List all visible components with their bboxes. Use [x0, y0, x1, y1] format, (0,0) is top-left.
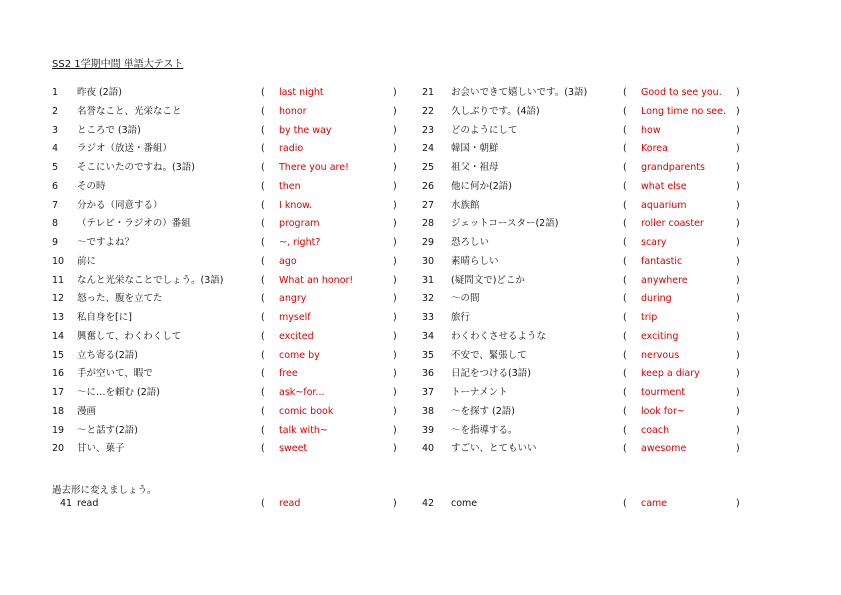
- open-paren: (: [261, 143, 265, 155]
- open-paren: (: [261, 274, 265, 286]
- open-paren: (: [261, 387, 265, 398]
- close-paren: ): [736, 293, 740, 305]
- item-answer: trip: [641, 312, 658, 323]
- item-number: 36: [422, 368, 435, 380]
- item-japanese: ～を指導する。: [451, 424, 518, 436]
- close-paren: ): [736, 218, 740, 230]
- open-paren: (: [261, 105, 265, 117]
- open-paren: (: [261, 405, 265, 417]
- item-answer: fantastic: [641, 255, 683, 267]
- item-japanese: 分かる（同意する）: [77, 199, 163, 211]
- close-paren: ): [393, 349, 397, 361]
- close-paren: ): [393, 405, 397, 417]
- vocab-row: [0, 105, 841, 119]
- vocab-row: [0, 349, 841, 363]
- open-paren: (: [623, 180, 627, 192]
- open-paren: (: [623, 349, 627, 361]
- past-tense-row-42: [0, 497, 841, 511]
- close-paren: ): [393, 274, 397, 286]
- open-paren: (: [261, 180, 265, 192]
- vocab-row: [0, 311, 841, 325]
- item-answer: keep a diary: [641, 368, 700, 380]
- item-japanese: 興奮して、わくわくして: [77, 330, 182, 342]
- item-answer: free: [279, 368, 298, 380]
- item-japanese: ～に…を頼む (2語): [77, 387, 160, 398]
- item-answer: honor: [279, 105, 307, 117]
- close-paren: ): [736, 143, 740, 155]
- item-answer: scary: [641, 237, 667, 248]
- close-paren: ): [736, 498, 740, 509]
- vocab-row: [0, 386, 841, 400]
- item-number: 32: [422, 293, 435, 305]
- close-paren: ): [393, 237, 397, 248]
- open-paren: (: [261, 218, 265, 230]
- item-number: 21: [422, 87, 435, 98]
- item-japanese: 久しぶりです。(4語): [451, 105, 540, 117]
- vocab-row: [0, 124, 841, 138]
- item-japanese: 恐ろしい: [451, 237, 490, 248]
- open-paren: (: [261, 237, 265, 248]
- item-answer: by the way: [279, 124, 332, 136]
- close-paren: ): [736, 237, 740, 248]
- close-paren: ): [736, 180, 740, 192]
- item-answer: angry: [279, 293, 307, 305]
- vocab-row: [0, 405, 841, 419]
- item-japanese: ～と話す(2語): [77, 424, 138, 436]
- close-paren: ): [736, 368, 740, 380]
- open-paren: (: [623, 199, 627, 211]
- item-answer: coach: [641, 424, 670, 436]
- close-paren: ): [736, 312, 740, 323]
- item-japanese: ところで (3語): [77, 124, 141, 136]
- open-paren: (: [623, 330, 627, 342]
- close-paren: ): [736, 255, 740, 267]
- item-answer: awesome: [641, 443, 687, 455]
- item-japanese: 甘い、菓子: [77, 443, 125, 455]
- item-answer: grandparents: [641, 162, 705, 173]
- item-japanese: (疑問文で)どこか: [451, 274, 525, 286]
- item-answer: program: [279, 218, 320, 230]
- close-paren: ): [393, 312, 397, 323]
- open-paren: (: [261, 498, 265, 509]
- item-answer: roller coaster: [641, 218, 704, 230]
- item-number: 4: [52, 143, 59, 155]
- item-number: 6: [52, 180, 59, 192]
- open-paren: (: [261, 199, 265, 211]
- item-japanese: そこにいたのですね。(3語): [77, 162, 195, 173]
- item-answer: Korea: [641, 143, 668, 155]
- item-japanese: その時: [77, 180, 106, 192]
- close-paren: ): [736, 274, 740, 286]
- item-number: 28: [422, 218, 435, 230]
- open-paren: (: [623, 237, 627, 248]
- close-paren: ): [393, 330, 397, 342]
- item-number: 14: [52, 330, 65, 342]
- item-word: read: [77, 498, 99, 509]
- item-number: 38: [422, 405, 435, 417]
- item-number: 3: [52, 124, 59, 136]
- close-paren: ): [736, 87, 740, 98]
- item-number: 42: [422, 498, 435, 509]
- close-paren: ): [393, 443, 397, 455]
- item-answer: how: [641, 124, 661, 136]
- item-answer: during: [641, 293, 672, 305]
- open-paren: (: [261, 255, 265, 267]
- item-number: 19: [52, 424, 65, 436]
- open-paren: (: [623, 293, 627, 305]
- close-paren: ): [393, 105, 397, 117]
- item-japanese: 手が空いて、暇で: [77, 368, 153, 380]
- item-japanese: 立ち寄る(2語): [77, 349, 138, 361]
- item-answer: come by: [279, 349, 320, 361]
- vocab-row: [0, 367, 841, 381]
- close-paren: ): [393, 162, 397, 173]
- close-paren: ): [393, 87, 397, 98]
- open-paren: (: [623, 443, 627, 455]
- open-paren: (: [261, 162, 265, 173]
- item-japanese: どのようにして: [451, 124, 518, 136]
- item-number: 18: [52, 405, 65, 417]
- item-word: come: [451, 498, 478, 509]
- open-paren: (: [261, 330, 265, 342]
- close-paren: ): [736, 405, 740, 417]
- open-paren: (: [623, 143, 627, 155]
- item-number: 31: [422, 274, 435, 286]
- open-paren: (: [623, 312, 627, 323]
- item-number: 40: [422, 443, 435, 455]
- vocab-row: [0, 161, 841, 175]
- item-number: 8: [52, 218, 59, 230]
- item-answer: There you are!: [279, 162, 349, 173]
- close-paren: ): [736, 199, 740, 211]
- item-japanese: （テレビ・ラジオの）番組: [77, 218, 191, 230]
- item-japanese: ～を探す (2語): [451, 405, 515, 417]
- vocab-row: [0, 424, 841, 438]
- item-japanese: ～の間: [451, 293, 480, 305]
- item-number: 30: [422, 255, 435, 267]
- item-japanese: 怒った、腹を立てた: [77, 293, 163, 305]
- item-number: 20: [52, 443, 65, 455]
- item-answer: ask~for...: [279, 387, 325, 398]
- item-number: 17: [52, 387, 65, 398]
- item-answer: exciting: [641, 330, 679, 342]
- item-answer: last night: [279, 87, 324, 98]
- item-japanese: ラジオ（放送・番組）: [77, 143, 173, 155]
- item-answer: myself: [279, 312, 311, 323]
- item-answer: Long time no see.: [641, 105, 727, 117]
- close-paren: ): [393, 143, 397, 155]
- open-paren: (: [623, 424, 627, 436]
- vocab-row: [0, 86, 841, 100]
- open-paren: (: [623, 274, 627, 286]
- vocab-row: [0, 292, 841, 306]
- item-number: 15: [52, 349, 65, 361]
- close-paren: ): [393, 124, 397, 136]
- item-japanese: 不安で、緊張して: [451, 349, 527, 361]
- item-number: 41: [60, 498, 73, 509]
- vocab-row: [0, 442, 841, 456]
- close-paren: ): [736, 443, 740, 455]
- item-japanese: 前に: [77, 255, 97, 267]
- open-paren: (: [623, 218, 627, 230]
- close-paren: ): [736, 330, 740, 342]
- close-paren: ): [736, 124, 740, 136]
- item-number: 39: [422, 424, 435, 436]
- open-paren: (: [261, 312, 265, 323]
- item-answer: what else: [641, 180, 687, 192]
- item-number: 9: [52, 237, 59, 248]
- item-answer: excited: [279, 330, 314, 342]
- open-paren: (: [261, 443, 265, 455]
- close-paren: ): [736, 424, 740, 436]
- item-number: 26: [422, 180, 435, 192]
- item-japanese: 韓国・朝鮮: [451, 143, 499, 155]
- close-paren: ): [393, 293, 397, 305]
- item-answer: talk with~: [279, 424, 328, 436]
- item-number: 11: [52, 274, 65, 286]
- close-paren: ): [393, 180, 397, 192]
- open-paren: (: [261, 368, 265, 380]
- item-number: 34: [422, 330, 435, 342]
- vocab-row: [0, 330, 841, 344]
- item-answer: then: [279, 180, 301, 192]
- close-paren: ): [393, 255, 397, 267]
- vocab-row: [0, 199, 841, 213]
- item-japanese: お会いできて嬉しいです。(3語): [451, 87, 588, 98]
- close-paren: ): [393, 368, 397, 380]
- item-japanese: なんと光栄なことでしょう。(3語): [77, 274, 224, 286]
- item-number: 35: [422, 349, 435, 361]
- item-japanese: 他に何か(2語): [451, 180, 512, 192]
- item-number: 10: [52, 255, 65, 267]
- vocab-row: [0, 274, 841, 288]
- open-paren: (: [261, 293, 265, 305]
- item-japanese: 日記をつける(3語): [451, 368, 531, 380]
- item-japanese: 旅行: [451, 312, 471, 323]
- item-answer: sweet: [279, 443, 308, 455]
- item-answer: Good to see you.: [641, 87, 722, 98]
- item-answer: radio: [279, 143, 304, 155]
- open-paren: (: [623, 387, 627, 398]
- vocab-row: [0, 142, 841, 156]
- item-answer: I know.: [279, 199, 313, 211]
- close-paren: ): [736, 349, 740, 361]
- close-paren: ): [736, 162, 740, 173]
- open-paren: (: [261, 424, 265, 436]
- item-japanese: 水族館: [451, 199, 480, 211]
- item-number: 5: [52, 162, 59, 173]
- item-answer: ~, right?: [279, 237, 321, 248]
- item-answer: ago: [279, 255, 297, 267]
- item-japanese: ～ですよね？: [77, 237, 135, 248]
- vocab-row: [0, 255, 841, 269]
- vocab-row: [0, 217, 841, 231]
- item-japanese: トーナメント: [451, 387, 508, 398]
- close-paren: ): [736, 105, 740, 117]
- item-number: 2: [52, 105, 59, 117]
- item-answer: nervous: [641, 349, 680, 361]
- item-japanese: 祖父・祖母: [451, 162, 499, 173]
- item-number: 16: [52, 368, 65, 380]
- item-japanese: 昨夜 (2語): [77, 87, 122, 98]
- item-answer: aquarium: [641, 199, 687, 211]
- item-japanese: ジェットコースター(2語): [451, 218, 559, 230]
- item-japanese: 漫画: [77, 405, 97, 417]
- open-paren: (: [623, 105, 627, 117]
- open-paren: (: [261, 87, 265, 98]
- vocab-row: [0, 180, 841, 194]
- item-number: 37: [422, 387, 435, 398]
- item-answer: tourment: [641, 387, 686, 398]
- close-paren: ): [393, 199, 397, 211]
- vocab-row: [0, 236, 841, 250]
- open-paren: (: [623, 368, 627, 380]
- item-number: 24: [422, 143, 435, 155]
- open-paren: (: [623, 255, 627, 267]
- item-answer: read: [279, 498, 301, 509]
- item-answer: anywhere: [641, 274, 688, 286]
- item-answer: What an honor!: [279, 274, 354, 286]
- item-number: 33: [422, 312, 435, 323]
- close-paren: ): [736, 387, 740, 398]
- item-number: 29: [422, 237, 435, 248]
- item-japanese: 名誉なこと、光栄なこと: [77, 105, 182, 117]
- item-number: 25: [422, 162, 435, 173]
- item-answer: look for~: [641, 405, 685, 417]
- open-paren: (: [623, 405, 627, 417]
- close-paren: ): [393, 218, 397, 230]
- open-paren: (: [623, 124, 627, 136]
- open-paren: (: [261, 124, 265, 136]
- close-paren: ): [393, 387, 397, 398]
- item-answer: came: [641, 498, 668, 509]
- item-japanese: 素晴らしい: [451, 255, 499, 267]
- item-japanese: 私自身を[に]: [77, 312, 132, 323]
- item-number: 23: [422, 124, 435, 136]
- item-number: 27: [422, 199, 435, 211]
- open-paren: (: [623, 498, 627, 509]
- past-tense-instruction: 過去形に変えましょう。: [52, 485, 157, 496]
- item-number: 22: [422, 105, 435, 117]
- item-japanese: わくわくさせるような: [451, 330, 547, 342]
- open-paren: (: [623, 162, 627, 173]
- item-number: 7: [52, 199, 59, 211]
- close-paren: ): [393, 498, 397, 509]
- close-paren: ): [393, 424, 397, 436]
- open-paren: (: [261, 349, 265, 361]
- item-answer: comic book: [279, 405, 334, 417]
- item-number: 13: [52, 312, 65, 323]
- item-number: 12: [52, 293, 65, 305]
- item-japanese: すごい、とてもいい: [451, 443, 537, 455]
- open-paren: (: [623, 87, 627, 98]
- test-title: SS2 1学期中間 単語大テスト: [52, 59, 184, 70]
- item-number: 1: [52, 87, 59, 98]
